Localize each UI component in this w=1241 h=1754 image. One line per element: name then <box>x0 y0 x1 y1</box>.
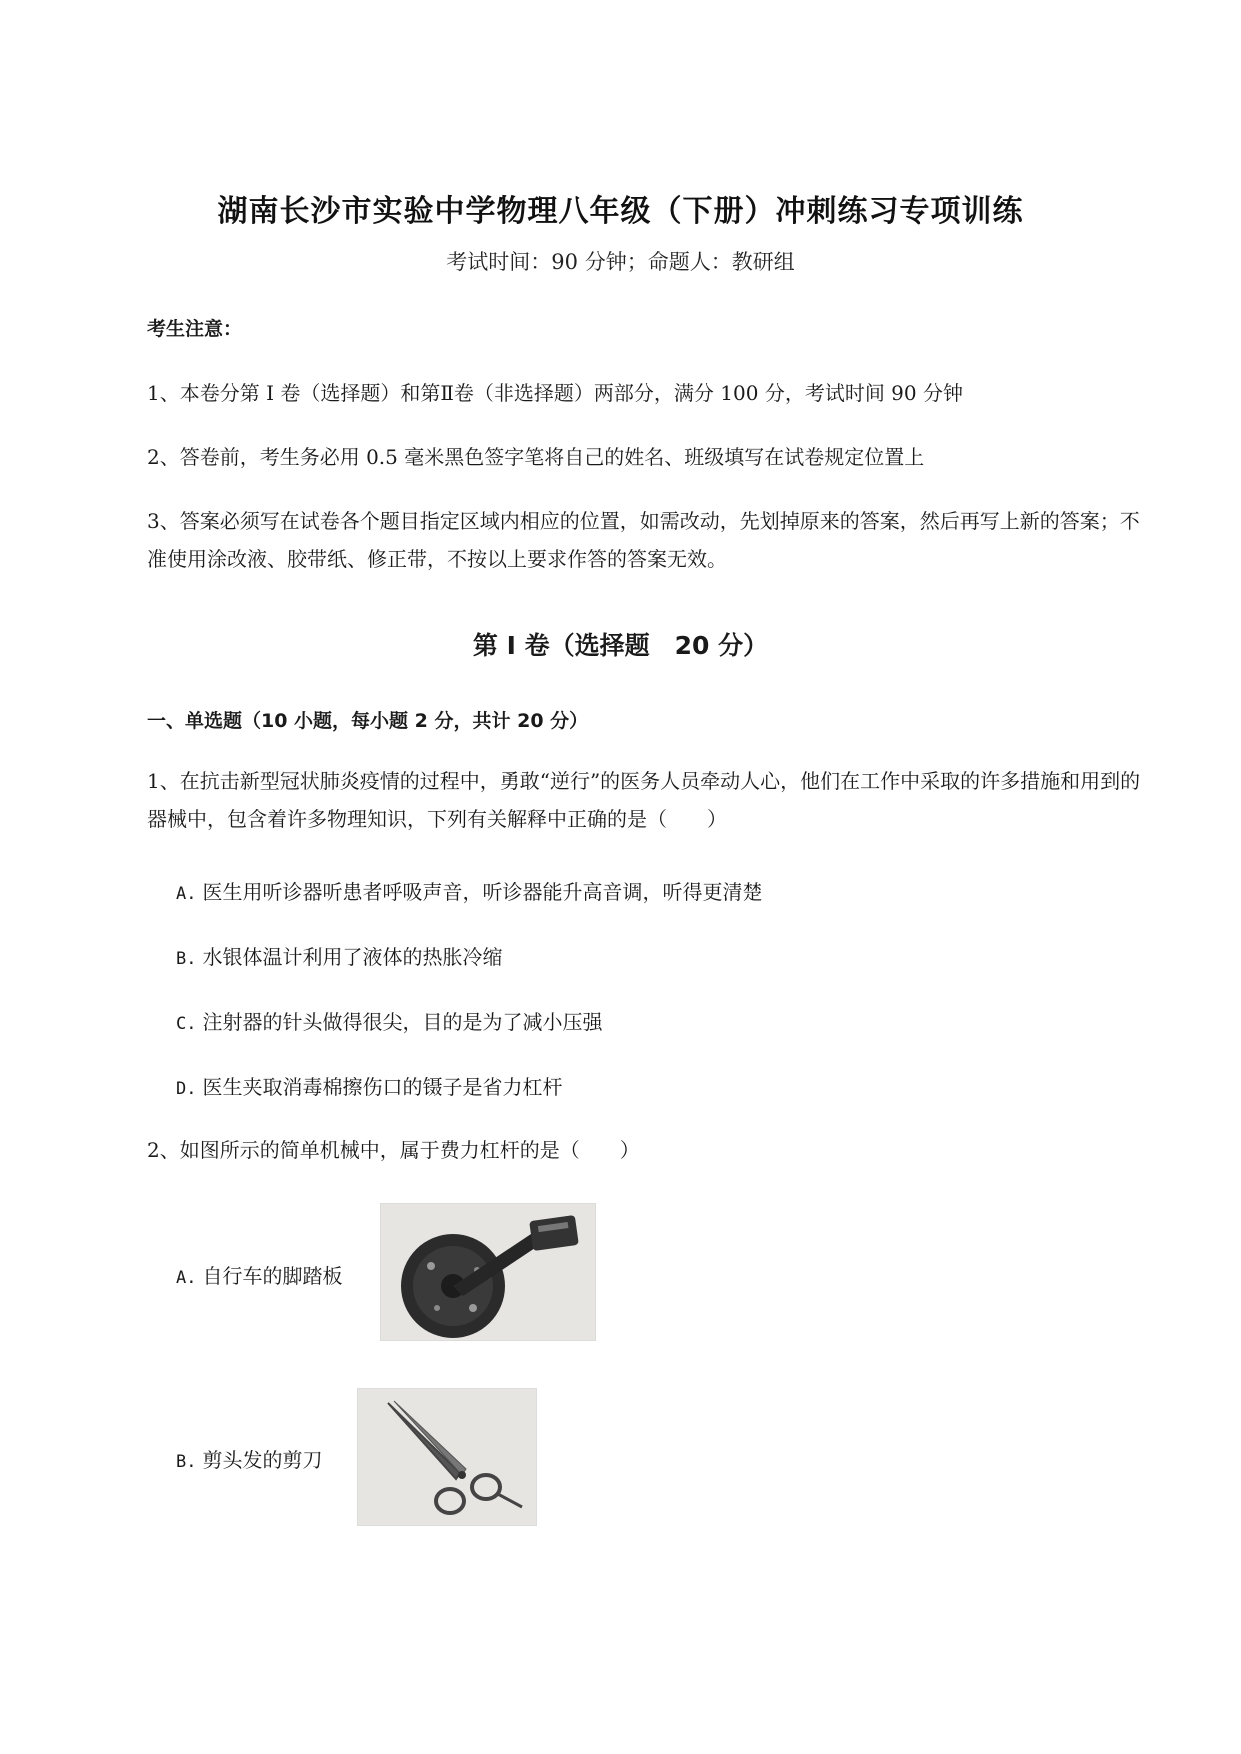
exam-subtitle: 考试时间：90 分钟；命题人：教研组 <box>446 250 795 274</box>
option-letter: C. <box>176 1014 197 1034</box>
question-2-stem: 2、如图所示的简单机械中，属于费力杠杆的是（ ） <box>147 1138 640 1162</box>
notice-heading: 考生注意： <box>147 318 243 340</box>
hair-scissors-image <box>357 1388 537 1526</box>
notice-item-1: 1、本卷分第 I 卷（选择题）和第Ⅱ卷（非选择题）两部分，满分 100 分，考试时间 90 分钟 <box>147 381 963 405</box>
question-1-option-b <box>176 941 502 970</box>
option-letter: A. <box>176 1268 197 1288</box>
question-1-option-d <box>176 1071 562 1100</box>
option-letter: A. <box>176 884 197 904</box>
question-1-stem: 1、在抗击新型冠状肺炎疫情的过程中，勇敢“逆行”的医务人员牵动人心，他们在工作中采取的许多措施和用到的器械中，包含着许多物理知识，下列有关解释中正确的是（ ） <box>147 769 1141 831</box>
option-text: 水银体温计利用了液体的热胀冷缩 <box>202 945 503 969</box>
question-1-option-a <box>176 876 762 905</box>
question-2-option-b <box>176 1444 322 1473</box>
question-2-option-a <box>176 1260 342 1289</box>
option-letter: B. <box>176 1452 197 1472</box>
question-group-heading: 一、单选题（10 小题，每小题 2 分，共计 20 分） <box>147 710 589 732</box>
option-text: 注射器的针头做得很尖，目的是为了减小压强 <box>202 1010 603 1034</box>
bicycle-pedal-icon <box>381 1204 595 1340</box>
page-title: 湖南长沙市实验中学物理八年级（下册）冲刺练习专项训练 <box>217 194 1024 229</box>
notice-item-3: 3、答案必须写在试卷各个题目指定区域内相应的位置，如需改动，先划掉原来的答案，然后再写上新的答案；不准使用涂改液、胶带纸、修正带，不按以上要求作答的答案无效。 <box>147 509 1140 571</box>
option-text: 自行车的脚踏板 <box>202 1264 343 1288</box>
option-text: 医生用听诊器听患者呼吸声音，听诊器能升高音调，听得更清楚 <box>202 880 763 904</box>
option-letter: B. <box>176 949 197 969</box>
question-1-option-c <box>176 1006 602 1035</box>
option-text: 剪头发的剪刀 <box>202 1448 323 1472</box>
option-text: 医生夹取消毒棉擦伤口的镊子是省力杠杆 <box>202 1075 563 1099</box>
bicycle-pedal-image <box>380 1203 596 1341</box>
option-letter: D. <box>176 1079 197 1099</box>
section-title: 第 I 卷（选择题 20 分） <box>472 631 769 660</box>
notice-item-2: 2、答卷前，考生务必用 0.5 毫米黑色签字笔将自己的姓名、班级填写在试卷规定位置上 <box>147 445 925 469</box>
scissors-icon <box>358 1389 536 1525</box>
